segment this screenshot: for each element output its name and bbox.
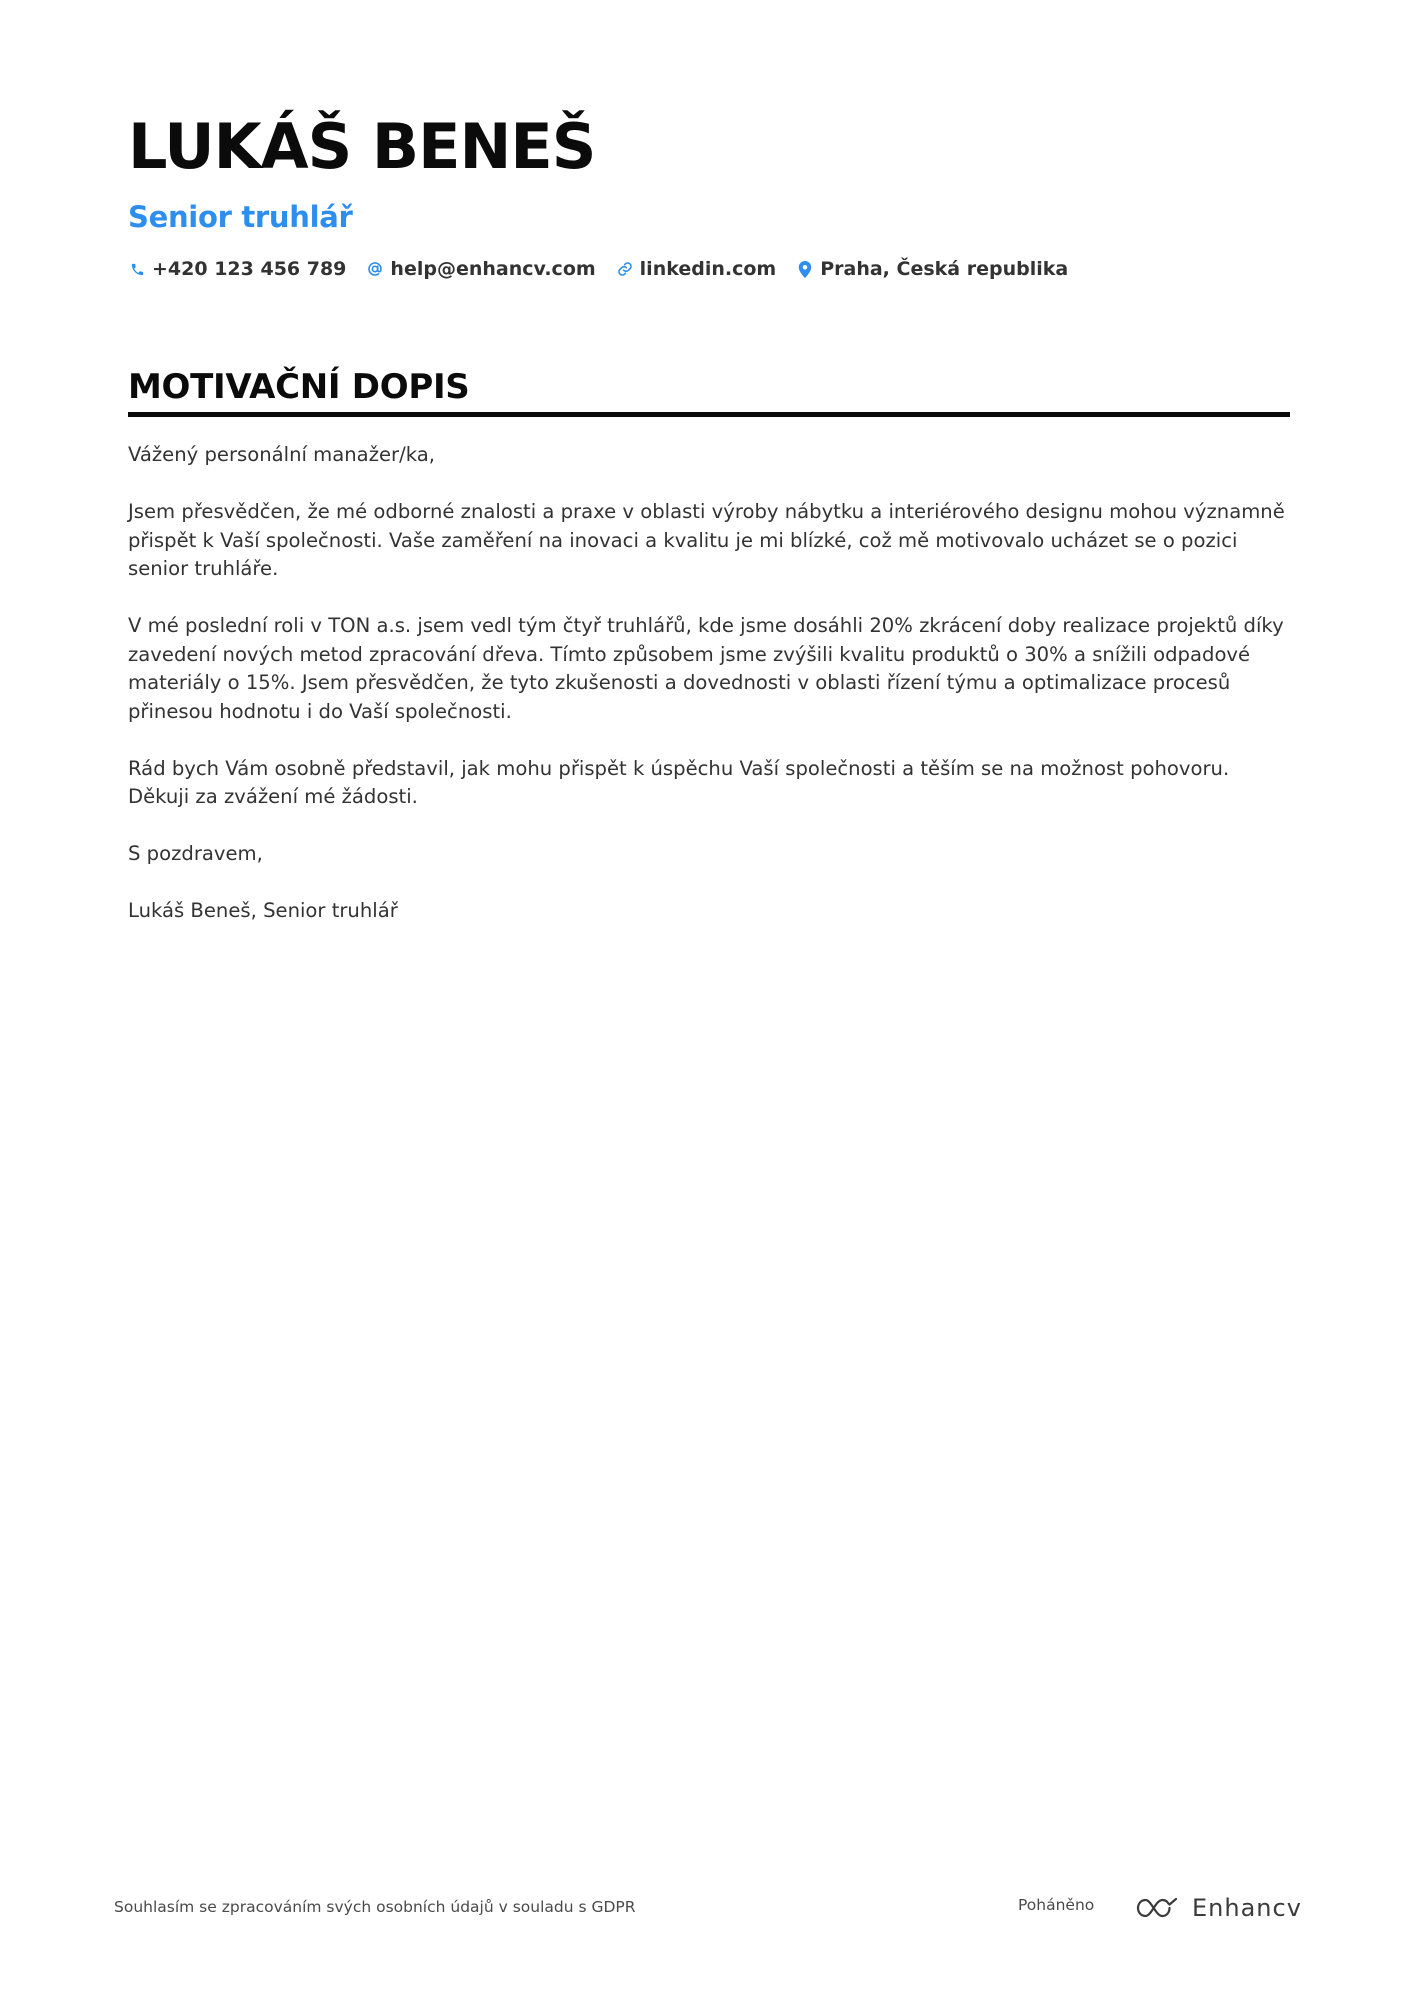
enhancv-logo-icon: [1134, 1896, 1180, 1920]
powered-by-label: Poháněno: [1018, 1896, 1095, 1914]
contact-email[interactable]: [366, 258, 595, 280]
contact-linkedin[interactable]: [616, 258, 777, 280]
at-icon: [366, 260, 384, 278]
link-icon: [616, 260, 634, 278]
map-pin-icon: [796, 260, 814, 278]
letter-body: [128, 441, 1290, 926]
section-divider: [128, 412, 1290, 417]
candidate-name: LUKÁŠ BENEŠ: [128, 110, 596, 183]
section-title: MOTIVAČNÍ DOPIS: [128, 367, 470, 407]
letter-salutation: Vážený personální manažer/ka,: [128, 443, 435, 466]
letter-paragraph: Jsem přesvědčen, že mé odborné znalosti a praxe v oblasti výroby nábytku a interiérového designu mohou významně přispět k Vaší společnosti. Vaše zaměření na inovaci a kvalitu je mi blízké, což mě motivovalo ucházet se o pozici senior truhláře.: [128, 500, 1285, 580]
letter-closing: S pozdravem,: [128, 842, 263, 865]
contact-phone[interactable]: [128, 258, 346, 280]
letter-paragraph: V mé poslední roli v TON a.s. jsem vedl tým čtyř truhlářů, kde jsme dosáhli 20% zkrácení doby realizace projektů díky zavedení nových metod zpracování dřeva. Tímto způsobem jsme zvýšili kvalitu produktů o 30% a snížili odpadové materiály o 15%. Jsem přesvědčen, že tyto zkušenosti a dovednosti v oblasti řízení týmu a optimalizace procesů přinesou hodnotu i do Vaší společnosti.: [128, 614, 1284, 723]
email-text: help@enhancv.com: [390, 258, 596, 280]
linkedin-text: linkedin.com: [639, 258, 777, 280]
footer: [114, 1890, 1302, 1930]
enhancv-wordmark: Enhancv: [1192, 1894, 1302, 1922]
phone-text: +420 123 456 789: [152, 258, 347, 280]
contact-bar: [128, 258, 1288, 280]
cover-letter-section: [128, 366, 1290, 954]
contact-location: [796, 258, 1068, 280]
header: [128, 112, 1288, 280]
enhancv-brand[interactable]: [1134, 1890, 1302, 1926]
phone-icon: [128, 260, 146, 278]
location-text: Praha, Česká republika: [820, 258, 1069, 280]
job-title: Senior truhlář: [128, 200, 353, 234]
gdpr-consent: Souhlasím se zpracováním svých osobních údajů v souladu s GDPR: [114, 1898, 636, 1916]
letter-paragraph: Rád bych Vám osobně představil, jak mohu přispět k úspěchu Vaší společnosti a těším se na možnost pohovoru. Děkuji za zvážení mé žádosti.: [128, 756, 1230, 808]
letter-signature: Lukáš Beneš, Senior truhlář: [128, 899, 398, 922]
